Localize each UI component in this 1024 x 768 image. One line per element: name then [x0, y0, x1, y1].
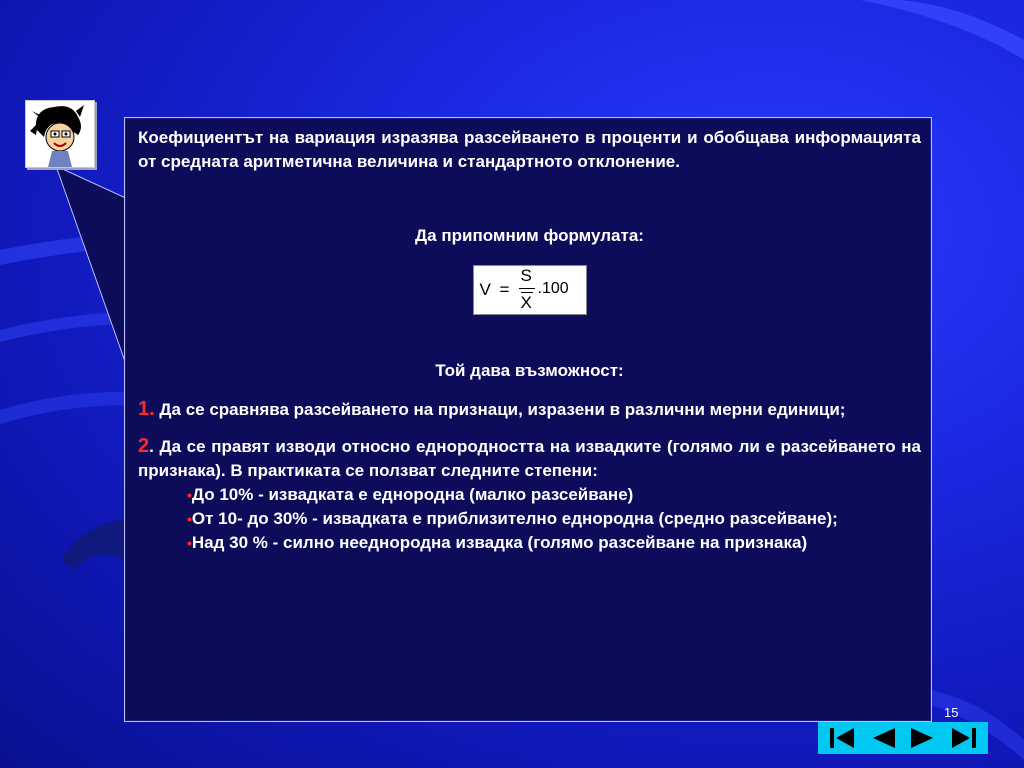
- intro-paragraph: Коефициентът на вариация изразява разсейването в проценти и обобщава информацията от средната аритметична величина и стандартното отклонение.: [138, 128, 921, 171]
- previous-slide-icon: [869, 726, 897, 750]
- item-text: . Да се правят изводи относно еднородността на извадките (голямо ли е разсейването на признака). В практиката се ползват следните степени:: [138, 437, 921, 480]
- bullet-icon: •: [187, 511, 192, 527]
- formula-numerator: S: [520, 266, 532, 285]
- next-slide-button[interactable]: [906, 725, 940, 751]
- item-text: Да се сравнява разсейването на признаци, изразени в различни мерни единици;: [154, 400, 846, 419]
- bullet-text: Над 30 % - силно нееднородна извадка (голямо разсейване на признака): [191, 533, 808, 552]
- bullet-item: [187, 507, 921, 531]
- recall-heading: Да припомним формулата:: [415, 226, 644, 245]
- bullet-item: [187, 483, 921, 507]
- item-number: 1.: [138, 398, 155, 420]
- bullet-icon: •: [187, 487, 192, 503]
- content-panel: [124, 117, 932, 722]
- cartoon-avatar: [25, 100, 95, 168]
- formula-equals: =: [499, 280, 510, 299]
- last-slide-button[interactable]: [947, 725, 981, 751]
- formula-fraction-bar: [519, 288, 535, 289]
- list-item: [138, 434, 921, 483]
- bullet-text: До 10% - извадката е еднородна (малко разсейване): [191, 485, 634, 504]
- formula-lhs: V: [479, 280, 491, 299]
- list-item: [138, 397, 921, 422]
- formula-box: [473, 265, 587, 315]
- cartoon-character-icon: [26, 101, 94, 167]
- bullet-icon: •: [187, 535, 192, 551]
- item-number: 2: [138, 435, 150, 457]
- degree-bullet-list: [138, 483, 921, 555]
- bullet-item: [187, 531, 921, 555]
- first-slide-button[interactable]: [825, 725, 859, 751]
- previous-slide-button[interactable]: [866, 725, 900, 751]
- last-slide-icon: [950, 726, 978, 750]
- first-slide-icon: [828, 726, 856, 750]
- slide-navigation-bar: [818, 722, 988, 754]
- offer-heading: Той дава възможност:: [435, 361, 624, 380]
- formula-suffix: .100: [537, 280, 569, 297]
- page-number: 15: [944, 705, 959, 720]
- next-slide-icon: [909, 726, 937, 750]
- formula-denominator: X: [520, 293, 532, 312]
- bullet-text: От 10- до 30% - извадката е приблизително еднородна (средно разсейване);: [191, 509, 838, 528]
